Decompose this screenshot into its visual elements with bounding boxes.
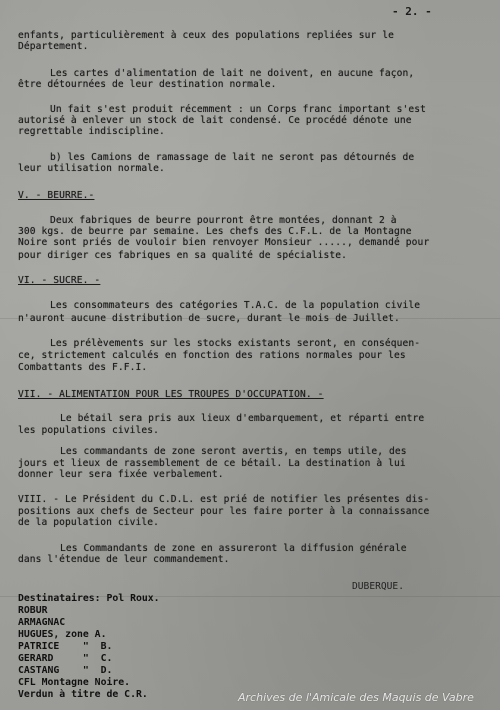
body-line: Noire sont priés de vouloir bien renvoyer Monsieur ....., demandé pour: [18, 237, 430, 248]
recipient-line: Destinataires: Pol Roux.: [18, 593, 160, 604]
recipient-line: Verdun à titre de C.R.: [18, 689, 148, 700]
section-heading-beurre: V. - BEURRE.-: [18, 190, 95, 201]
body-line: dans l'étendue de leur commandement.: [18, 554, 230, 565]
signature: DUBERQUE.: [352, 581, 404, 592]
section-heading-sucre: VI. - SUCRE. -: [18, 275, 101, 286]
body-line: Les commandants de zone seront avertis, en temps utile, des: [60, 446, 407, 457]
archive-watermark: Archives de l'Amicale des Maquis de Vabre: [238, 691, 474, 704]
body-line: VIII. - Le Président du C.D.L. est prié de notifier les présentes dis-: [18, 494, 430, 505]
body-line: b) les Camions de ramassage de lait ne seront pas détournés de: [50, 152, 415, 163]
recipient-line: ROBUR: [18, 605, 48, 616]
body-line: ce, strictement calculés en fonction des rations normales pour les: [18, 350, 406, 361]
recipient-line: PATRICE " B.: [18, 641, 113, 652]
body-line: 300 kgs. de beurre par semaine. Les chefs des C.F.L. de la Montagne: [18, 226, 412, 237]
body-line: pour diriger ces fabriques en sa qualité de spécialiste.: [18, 250, 348, 261]
body-line: Les cartes d'alimentation de lait ne doivent, en aucune façon,: [50, 68, 415, 79]
body-line: donner leur sera fixée verbalement.: [18, 469, 224, 480]
recipient-line: HUGUES, zone A.: [18, 629, 107, 640]
recipient-line: CASTANG " D.: [18, 665, 113, 676]
recipient-line: CFL Montagne Noire.: [18, 677, 131, 688]
body-line: enfants, particulièrement à ceux des populations repliées sur le: [18, 30, 395, 41]
body-line: Un fait s'est produit récemment : un Corps franc important s'est: [50, 104, 427, 115]
page-number: - 2. -: [392, 5, 432, 18]
body-line: Combattants des F.F.I.: [18, 362, 148, 373]
body-line: Les consommateurs des catégories T.A.C. de la population civile: [50, 300, 421, 311]
body-line: Les prélèvements sur les stocks existants seront, en conséquen-: [50, 338, 421, 349]
body-line: autorisé à enlever un stock de lait condensé. Ce procédé dénote une: [18, 115, 412, 126]
body-line: Le bétail sera pris aux lieux d'embarquement, et réparti entre: [60, 413, 425, 424]
body-line: les populations civiles.: [18, 425, 160, 436]
body-line: positions aux chefs de Secteur pour les faire porter à la connaissance: [18, 506, 430, 517]
body-line: Les Commandants de zone en assureront la diffusion générale: [60, 543, 407, 554]
section-heading-alimentation: VII. - ALIMENTATION POUR LES TROUPES D'OCCUPATION. -: [18, 389, 324, 400]
body-line: Département.: [18, 41, 89, 52]
recipient-line: GERARD " C.: [18, 653, 113, 664]
body-line: leur utilisation normale.: [18, 163, 165, 174]
body-line: jours et lieux de rassemblement de ce bétail. La destination à lui: [18, 458, 406, 469]
body-line: n'auront aucune distribution de sucre, durant le mois de Juillet.: [18, 313, 400, 324]
recipient-line: ARMAGNAC: [18, 617, 66, 628]
body-line: regrettable indiscipline.: [18, 126, 165, 137]
body-line: Deux fabriques de beurre pourront être montées, donnant 2 à: [50, 215, 397, 226]
body-line: de la population civile.: [18, 517, 160, 528]
body-line: être détournées de leur destination normale.: [18, 79, 277, 90]
